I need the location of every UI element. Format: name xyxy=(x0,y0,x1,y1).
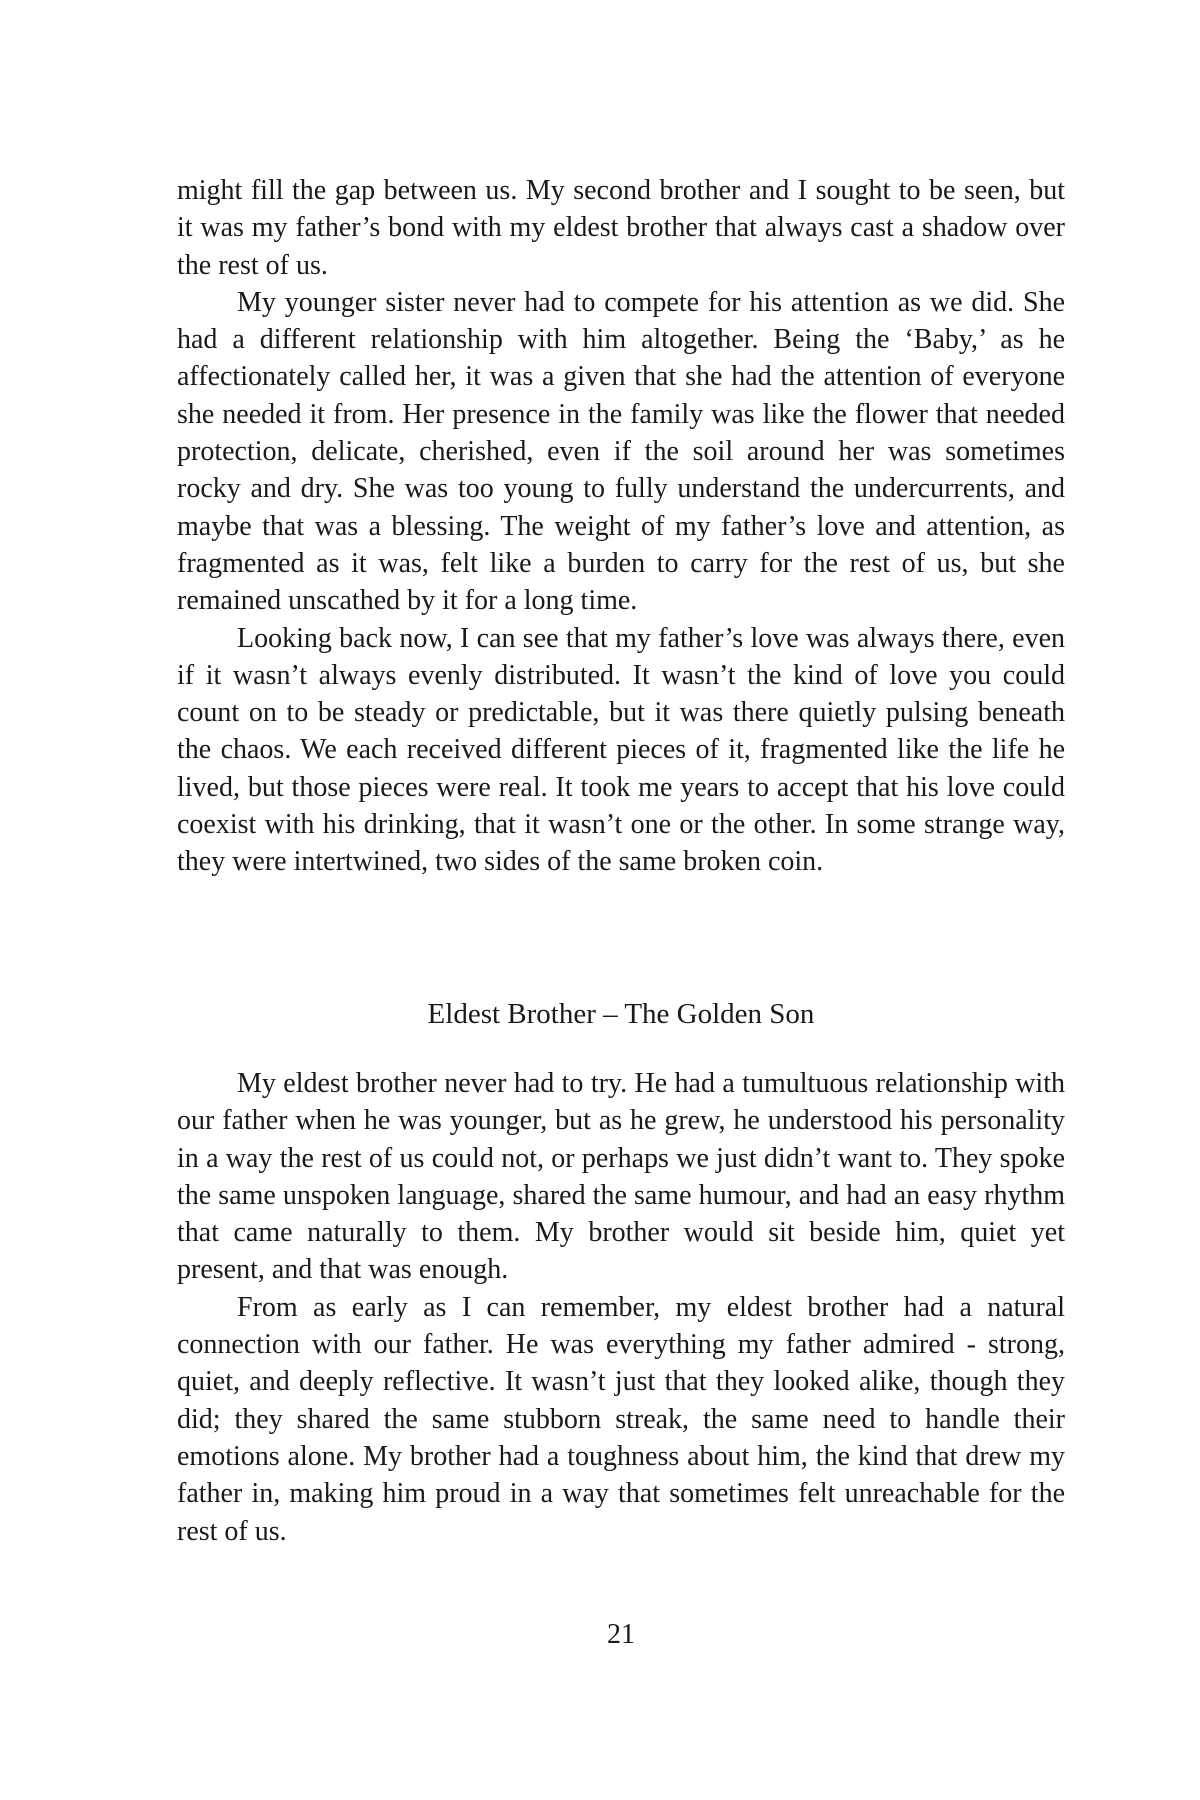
paragraph: From as early as I can remember, my eldest brother had a natural connection with our father. He was everything my father admired - strong, quiet, and deeply reflective. It wasn’t just that they looked alike, though they did; they shared the same stubborn streak, the same need to handle their emotions alone. My brother had a toughness about him, the kind that drew my father in, making him proud in a way that sometimes felt unreachable for the rest of us. xyxy=(177,1291,1065,1547)
bottom-text-block xyxy=(177,1065,1065,1550)
top-text-block xyxy=(177,172,1065,881)
paragraph: My eldest brother never had to try. He had a tumultuous relationship with our father when he was younger, but as he grew, he understood his personality in a way the rest of us could not, or perhaps we just didn’t want to. They spoke the same unspoken language, shared the same humour, and had an easy rhythm that came naturally to them. My brother would sit beside him, quiet yet present, and that was enough. xyxy=(177,1068,1065,1286)
section-heading: Eldest Brother – The Golden Son xyxy=(427,998,815,1030)
paragraph: My younger sister never had to compete for his attention as we did. She had a different relationship with him altogether. Being the ‘Baby,’ as he affectionately called her, it was a given that she had the attention of everyone she needed it from. Her presence in the family was like the flower that needed protection, delicate, cherished, even if the soil around her was sometimes rocky and dry. She was too young to fully understand the undercurrents, and maybe that was a blessing. The weight of my father’s love and attention, as fragmented as it was, felt like a burden to carry for the rest of us, but she remained unscathed by it for a long time. xyxy=(177,286,1065,617)
paragraph: might fill the gap between us. My second brother and I sought to be seen, but it was my father’s bond with my eldest brother that always cast a shadow over the rest of us. xyxy=(177,175,1065,281)
paragraph: Looking back now, I can see that my father’s love was always there, even if it wasn’t always evenly distributed. It wasn’t the kind of love you could count on to be steady or predictable, but it was there quietly pulsing beneath the chaos. We each received different pieces of it, fragmented like the life he lived, but those pieces were real. It took me years to accept that his love could coexist with his drinking, that it wasn’t one or the other. In some strange way, they were intertwined, two sides of the same broken coin. xyxy=(177,622,1065,878)
page-number: 21 xyxy=(607,1619,635,1650)
